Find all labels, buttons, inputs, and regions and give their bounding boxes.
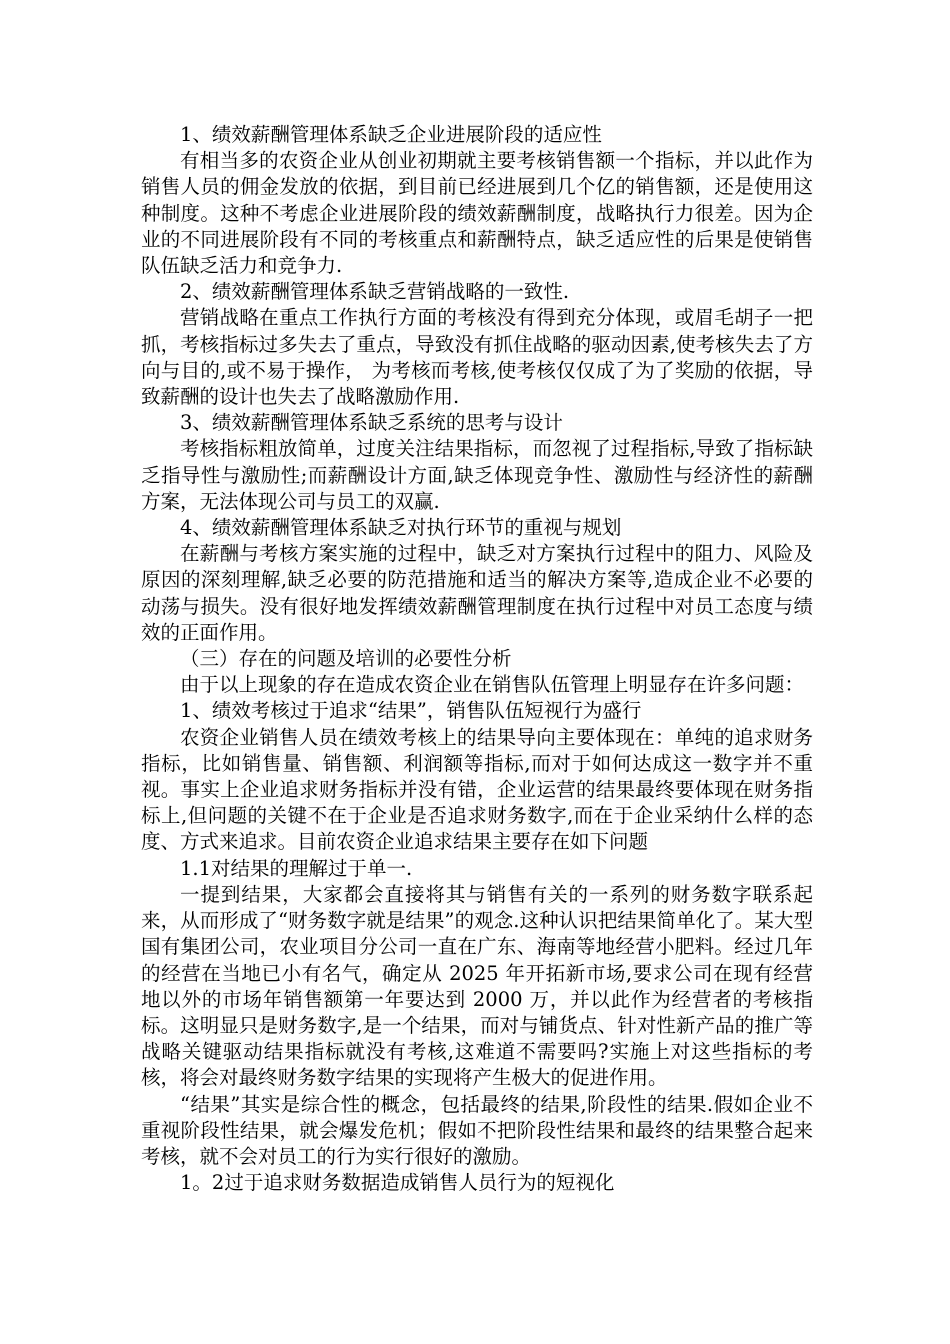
document-body <box>141 122 813 1196</box>
paragraph-system-design: 考核指标粗放简单，过度关注结果指标，而忽视了过程指标,导致了指标缺乏指导性与激励性;而薪酬设计方面,缺乏体现竞争性、激励性与经济性的薪酬方案，无法体现公司与员工的双赢. <box>141 437 813 513</box>
section-heading-problems: （三）存在的问题及培训的必要性分析 <box>180 647 512 671</box>
heading-adaptability: 1、绩效薪酬管理体系缺乏企业进展阶段的适应性 <box>180 123 602 146</box>
paragraph-1-1: 一提到结果，大家都会直接将其与销售有关的一系列的财务数字联系起来，从而形成了“财务数字就是结果”的观念.这种认识把结果简单化了。某大型国有集团公司，农业项目分公司一直在广东、海南等地经营小肥料。经过几年的经营在当地已小有名气，确定从 2025 年开拓新市场,要求公司在现有经营地以外的市场年销售额第一年要达到 2000 万，并以此作为经营者的考核指标。这明显只是财务数字,是一个结果，而对与铺货点、针对性新产品的推广等战略关键驱动结果指标就没有考核,这难道不需要吗?实施上对这些指标的考核，将会对最终财务数字结果的实现将产生极大的促进作用。 <box>141 882 813 1090</box>
heading-execution: 4、绩效薪酬管理体系缺乏对执行环节的重视与规划 <box>180 516 622 540</box>
paragraph-result-pursuit: 农资企业销售人员在绩效考核上的结果导向主要体现在：单纯的追求财务指标，比如销售量、销售额、利润额等指标,而对于如何达成这一数字并不重视。事实上企业追求财务指标并没有错，企业运营的结果最终要体现在财务指标上,但问题的关键不在于企业是否追求财务数字,而在于企业采纳什么样的态度、方式来追求。目前农资企业追求结果主要存在如下问题 <box>141 725 813 854</box>
paragraph-strategy-consistency: 营销战略在重点工作执行方面的考核没有得到充分体现，或眉毛胡子一把抓，考核指标过多失去了重点，导致没有抓住战略的驱动因素,使考核失去了方向与目的,或不易于操作， 为考核而考核,使考核仅仅成了为了奖励的依据，导致薪酬的设计也失去了战略激励作用. <box>141 306 813 409</box>
heading-strategy-consistency: 2、绩效薪酬管理体系缺乏营销战略的一致性. <box>180 280 570 304</box>
heading-result-pursuit: 1、绩效考核过于追求“结果”，销售队伍短视行为盛行 <box>180 699 642 723</box>
subheading-1-1: 1.1对结果的理解过于单一. <box>180 856 413 880</box>
heading-system-design: 3、绩效薪酬管理体系缺乏系统的思考与设计 <box>180 411 563 435</box>
paragraph-problems-intro: 由于以上现象的存在造成农资企业在销售队伍管理上明显存在许多问题： <box>180 673 805 697</box>
paragraph-adaptability: 有相当多的农资企业从创业初期就主要考核销售额一个指标，并以此作为销售人员的佣金发放的依据，到目前已经进展到几个亿的销售额，还是使用这种制度。这种不考虑企业进展阶段的绩效薪酬制度，战略执行力很差。因为企业的不同进展阶段有不同的考核重点和薪酬特点，缺乏适应性的后果是使销售队伍缺乏活力和竞争力. <box>141 149 813 278</box>
paragraph-execution: 在薪酬与考核方案实施的过程中，缺乏对方案执行过程中的阻力、风险及原因的深刻理解,缺乏必要的防范措施和适当的解决方案等,造成企业不必要的动荡与损失。没有很好地发挥绩效薪酬管理制度在执行过程中对员工态度与绩效的正面作用。 <box>141 542 813 644</box>
paragraph-result-concept: “结果”其实是综合性的概念，包括最终的结果,阶段性的结果.假如企业不重视阶段性结果，就会爆发危机；假如不把阶段性结果和最终的结果整合起来考核，就不会对员工的行为实行很好的激励。 <box>141 1092 813 1168</box>
subheading-1-2: 1。2过于追求财务数据造成销售人员行为的短视化 <box>180 1171 615 1195</box>
